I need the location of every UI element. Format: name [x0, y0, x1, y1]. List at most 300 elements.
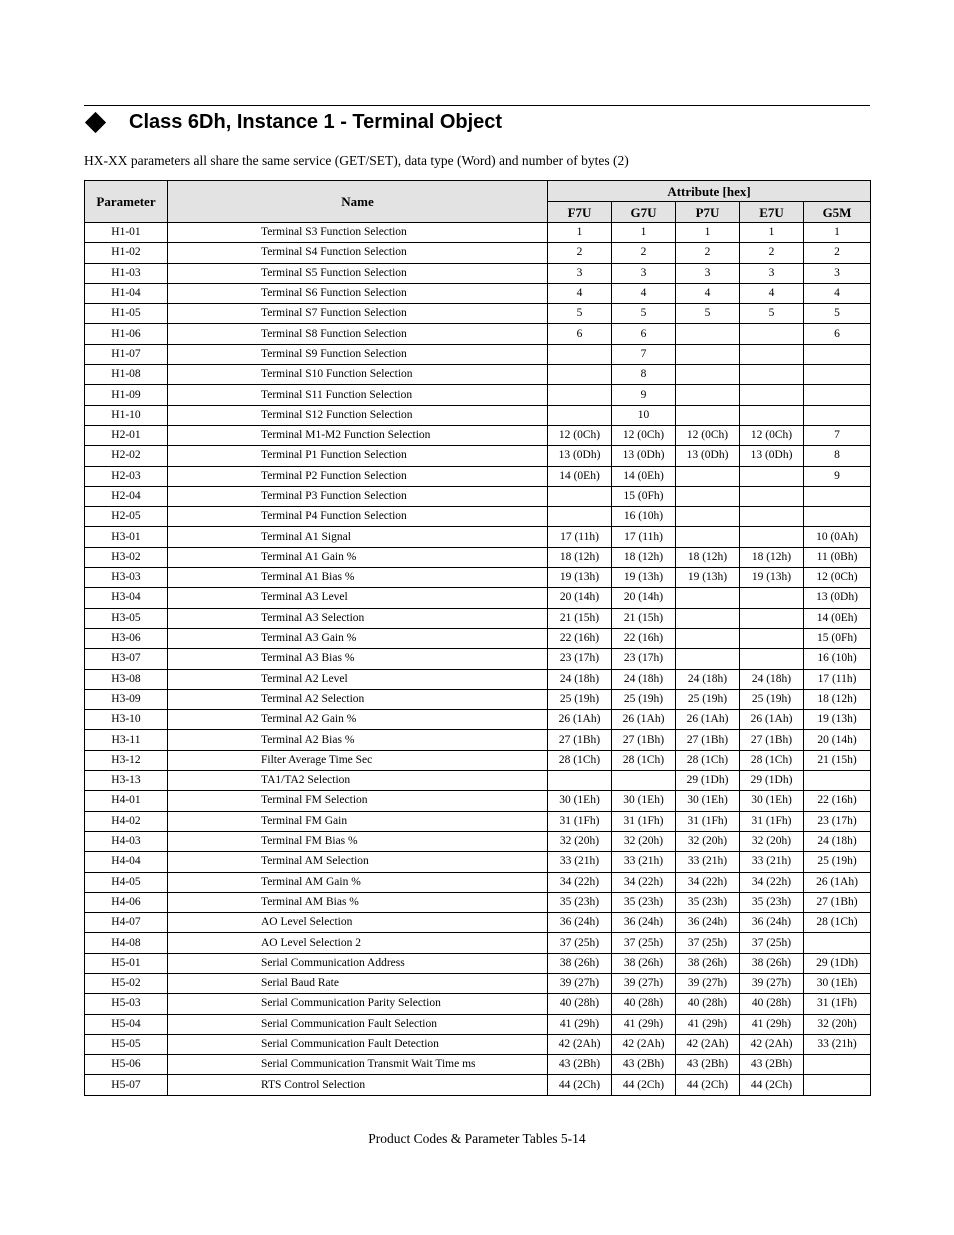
attribute-cell: 24 (18h) [676, 669, 740, 689]
parameter-cell: H1-01 [85, 223, 168, 243]
name-cell: AO Level Selection 2 [168, 933, 548, 953]
attribute-cell: 1 [548, 223, 612, 243]
attribute-cell: 18 (12h) [612, 547, 676, 567]
table-row [85, 405, 871, 425]
attribute-cell [740, 588, 804, 608]
attribute-cell: 22 (16h) [548, 628, 612, 648]
attribute-cell: 26 (1Ah) [804, 872, 871, 892]
table-row [85, 750, 871, 770]
attribute-cell: 29 (1Dh) [740, 771, 804, 791]
attribute-cell: 34 (22h) [676, 872, 740, 892]
attribute-cell: 14 (0Eh) [612, 466, 676, 486]
attribute-cell: 5 [740, 304, 804, 324]
attribute-cell [548, 771, 612, 791]
table-row [85, 365, 871, 385]
parameter-cell: H4-03 [85, 831, 168, 851]
attribute-cell: 28 (1Ch) [548, 750, 612, 770]
attribute-cell: 25 (19h) [612, 689, 676, 709]
attribute-cell: 23 (17h) [804, 811, 871, 831]
table-row [85, 710, 871, 730]
attribute-cell: 12 (0Ch) [548, 425, 612, 445]
table-row [85, 608, 871, 628]
attribute-cell: 38 (26h) [676, 953, 740, 973]
name-cell: Terminal FM Selection [168, 791, 548, 811]
table-row [85, 831, 871, 851]
attribute-cell: 21 (15h) [548, 608, 612, 628]
attribute-cell: 34 (22h) [548, 872, 612, 892]
attribute-cell: 21 (15h) [612, 608, 676, 628]
name-cell: Serial Communication Fault Selection [168, 1014, 548, 1034]
header-g5m: G5M [804, 202, 871, 223]
name-cell: Serial Communication Fault Detection [168, 1034, 548, 1054]
name-cell: Terminal A2 Bias % [168, 730, 548, 750]
attribute-cell: 8 [804, 446, 871, 466]
name-cell: Serial Communication Transmit Wait Time ms [168, 1055, 548, 1075]
attribute-cell: 39 (27h) [612, 973, 676, 993]
attribute-cell: 40 (28h) [612, 994, 676, 1014]
attribute-cell: 32 (20h) [804, 1014, 871, 1034]
attribute-cell: 28 (1Ch) [740, 750, 804, 770]
attribute-cell: 12 (0Ch) [804, 568, 871, 588]
table-row [85, 933, 871, 953]
table-row [85, 811, 871, 831]
table-row [85, 953, 871, 973]
attribute-cell: 18 (12h) [676, 547, 740, 567]
attribute-cell: 39 (27h) [676, 973, 740, 993]
table-row [85, 223, 871, 243]
attribute-cell: 5 [612, 304, 676, 324]
name-cell: AO Level Selection [168, 913, 548, 933]
name-cell: Terminal S4 Function Selection [168, 243, 548, 263]
name-cell: Terminal S12 Function Selection [168, 405, 548, 425]
table-row [85, 466, 871, 486]
table-row [85, 689, 871, 709]
parameter-cell: H3-08 [85, 669, 168, 689]
name-cell: Terminal A2 Selection [168, 689, 548, 709]
attribute-cell: 32 (20h) [676, 831, 740, 851]
attribute-cell: 4 [548, 283, 612, 303]
attribute-cell: 15 (0Fh) [612, 486, 676, 506]
attribute-cell: 44 (2Ch) [548, 1075, 612, 1095]
parameter-cell: H2-02 [85, 446, 168, 466]
attribute-cell: 11 (0Bh) [804, 547, 871, 567]
attribute-cell [740, 486, 804, 506]
attribute-cell: 22 (16h) [612, 628, 676, 648]
attribute-cell: 27 (1Bh) [740, 730, 804, 750]
attribute-cell: 13 (0Dh) [548, 446, 612, 466]
attribute-cell: 27 (1Bh) [612, 730, 676, 750]
attribute-cell: 30 (1Eh) [548, 791, 612, 811]
attribute-cell: 40 (28h) [548, 994, 612, 1014]
attribute-cell: 39 (27h) [548, 973, 612, 993]
attribute-cell: 20 (14h) [612, 588, 676, 608]
parameter-cell: H4-07 [85, 913, 168, 933]
attribute-cell [804, 486, 871, 506]
parameter-cell: H4-01 [85, 791, 168, 811]
parameter-cell: H2-05 [85, 507, 168, 527]
section-heading [84, 108, 502, 136]
attribute-cell: 30 (1Eh) [804, 973, 871, 993]
attribute-cell: 40 (28h) [676, 994, 740, 1014]
parameter-cell: H1-07 [85, 344, 168, 364]
attribute-cell [740, 507, 804, 527]
parameter-cell: H5-02 [85, 973, 168, 993]
attribute-cell: 41 (29h) [740, 1014, 804, 1034]
name-cell: Terminal P4 Function Selection [168, 507, 548, 527]
name-cell: Terminal S10 Function Selection [168, 365, 548, 385]
attribute-cell: 25 (19h) [676, 689, 740, 709]
attribute-cell: 12 (0Ch) [676, 425, 740, 445]
attribute-cell: 36 (24h) [548, 913, 612, 933]
table-row [85, 669, 871, 689]
attribute-cell: 3 [676, 263, 740, 283]
attribute-cell: 44 (2Ch) [740, 1075, 804, 1095]
table-row [85, 973, 871, 993]
attribute-cell: 14 (0Eh) [804, 608, 871, 628]
parameter-cell: H5-07 [85, 1075, 168, 1095]
table-row [85, 872, 871, 892]
attribute-cell [804, 344, 871, 364]
attribute-cell [676, 466, 740, 486]
attribute-cell: 19 (13h) [676, 568, 740, 588]
attribute-cell: 25 (19h) [548, 689, 612, 709]
name-cell: Terminal S5 Function Selection [168, 263, 548, 283]
table-row [85, 324, 871, 344]
attribute-cell: 9 [612, 385, 676, 405]
parameter-cell: H4-04 [85, 852, 168, 872]
attribute-cell [740, 405, 804, 425]
attribute-cell: 30 (1Eh) [676, 791, 740, 811]
page-footer: Product Codes & Parameter Tables 5-14 [368, 1131, 586, 1146]
name-cell: Serial Baud Rate [168, 973, 548, 993]
attribute-cell: 38 (26h) [612, 953, 676, 973]
name-cell: Terminal P3 Function Selection [168, 486, 548, 506]
attribute-cell: 18 (12h) [548, 547, 612, 567]
attribute-cell: 40 (28h) [740, 994, 804, 1014]
attribute-cell: 43 (2Bh) [548, 1055, 612, 1075]
attribute-cell [548, 507, 612, 527]
parameter-cell: H1-10 [85, 405, 168, 425]
attribute-cell: 6 [804, 324, 871, 344]
attribute-cell: 24 (18h) [804, 831, 871, 851]
attribute-cell: 37 (25h) [740, 933, 804, 953]
attribute-cell: 28 (1Ch) [804, 913, 871, 933]
attribute-cell: 42 (2Ah) [612, 1034, 676, 1054]
name-cell: Terminal A3 Selection [168, 608, 548, 628]
attribute-cell: 7 [612, 344, 676, 364]
attribute-cell [804, 933, 871, 953]
attribute-cell: 2 [804, 243, 871, 263]
parameter-cell: H1-08 [85, 365, 168, 385]
attribute-cell: 13 (0Dh) [676, 446, 740, 466]
name-cell: Terminal S6 Function Selection [168, 283, 548, 303]
attribute-cell: 10 (0Ah) [804, 527, 871, 547]
attribute-cell: 32 (20h) [612, 831, 676, 851]
attribute-cell: 33 (21h) [612, 852, 676, 872]
attribute-cell [676, 486, 740, 506]
name-cell: Terminal S11 Function Selection [168, 385, 548, 405]
header-parameter: Parameter [85, 181, 168, 223]
table-row [85, 527, 871, 547]
attribute-cell: 3 [548, 263, 612, 283]
attribute-cell: 31 (1Fh) [804, 994, 871, 1014]
attribute-cell [804, 1075, 871, 1095]
name-cell: Terminal A1 Gain % [168, 547, 548, 567]
parameter-cell: H5-03 [85, 994, 168, 1014]
attribute-cell: 24 (18h) [740, 669, 804, 689]
header-name: Name [168, 181, 548, 223]
parameter-cell: H2-03 [85, 466, 168, 486]
attribute-cell: 5 [676, 304, 740, 324]
table-row [85, 771, 871, 791]
table-row [85, 791, 871, 811]
heading-title: Class 6Dh, Instance 1 - Terminal Object [129, 110, 503, 133]
attribute-cell: 16 (10h) [612, 507, 676, 527]
attribute-cell [548, 405, 612, 425]
table-row [85, 385, 871, 405]
attribute-cell: 7 [804, 425, 871, 445]
attribute-cell: 34 (22h) [740, 872, 804, 892]
header-f7u: F7U [548, 202, 612, 223]
attribute-cell: 32 (20h) [740, 831, 804, 851]
parameter-cell: H5-04 [85, 1014, 168, 1034]
attribute-cell [740, 324, 804, 344]
attribute-cell: 28 (1Ch) [676, 750, 740, 770]
parameter-cell: H3-01 [85, 527, 168, 547]
parameter-cell: H4-02 [85, 811, 168, 831]
parameter-cell: H1-05 [85, 304, 168, 324]
name-cell: Terminal FM Bias % [168, 831, 548, 851]
attribute-cell: 1 [804, 223, 871, 243]
attribute-cell [740, 385, 804, 405]
parameter-cell: H3-05 [85, 608, 168, 628]
table-row [85, 283, 871, 303]
attribute-cell: 19 (13h) [740, 568, 804, 588]
table-row [85, 1075, 871, 1095]
attribute-cell [676, 324, 740, 344]
attribute-cell: 3 [804, 263, 871, 283]
diamond-bullet-icon [85, 111, 106, 132]
attribute-cell: 24 (18h) [548, 669, 612, 689]
name-cell: Terminal P2 Function Selection [168, 466, 548, 486]
attribute-cell: 44 (2Ch) [612, 1075, 676, 1095]
attribute-cell: 1 [676, 223, 740, 243]
name-cell: Terminal A3 Gain % [168, 628, 548, 648]
attribute-cell: 36 (24h) [740, 913, 804, 933]
table-row [85, 243, 871, 263]
parameter-cell: H3-06 [85, 628, 168, 648]
attribute-cell: 15 (0Fh) [804, 628, 871, 648]
table-row [85, 852, 871, 872]
name-cell: Terminal A2 Gain % [168, 710, 548, 730]
parameter-cell: H4-05 [85, 872, 168, 892]
name-cell: Terminal A1 Signal [168, 527, 548, 547]
attribute-cell: 26 (1Ah) [676, 710, 740, 730]
attribute-cell [804, 405, 871, 425]
table-row [85, 1034, 871, 1054]
attribute-cell: 41 (29h) [548, 1014, 612, 1034]
table-row [85, 486, 871, 506]
parameter-cell: H4-08 [85, 933, 168, 953]
parameter-cell: H3-10 [85, 710, 168, 730]
parameter-cell: H3-04 [85, 588, 168, 608]
name-cell: Filter Average Time Sec [168, 750, 548, 770]
attribute-cell [740, 466, 804, 486]
attribute-cell: 27 (1Bh) [548, 730, 612, 750]
attribute-cell: 41 (29h) [676, 1014, 740, 1034]
name-cell: Terminal A3 Level [168, 588, 548, 608]
parameter-cell: H3-07 [85, 649, 168, 669]
attribute-cell: 13 (0Dh) [612, 446, 676, 466]
header-attribute: Attribute [hex] [548, 181, 871, 202]
attribute-cell: 20 (14h) [548, 588, 612, 608]
attribute-cell: 18 (12h) [740, 547, 804, 567]
name-cell: Terminal S3 Function Selection [168, 223, 548, 243]
parameter-cell: H3-12 [85, 750, 168, 770]
attribute-cell [676, 649, 740, 669]
name-cell: RTS Control Selection [168, 1075, 548, 1095]
attribute-cell: 2 [612, 243, 676, 263]
attribute-cell: 3 [612, 263, 676, 283]
table-row [85, 446, 871, 466]
attribute-cell [740, 608, 804, 628]
table-row [85, 263, 871, 283]
parameter-cell: H3-09 [85, 689, 168, 709]
attribute-cell: 29 (1Dh) [676, 771, 740, 791]
attribute-cell: 33 (21h) [676, 852, 740, 872]
attribute-cell: 2 [548, 243, 612, 263]
attribute-cell: 24 (18h) [612, 669, 676, 689]
attribute-cell [804, 1055, 871, 1075]
attribute-cell: 26 (1Ah) [740, 710, 804, 730]
attribute-cell [804, 385, 871, 405]
attribute-cell: 25 (19h) [740, 689, 804, 709]
attribute-cell: 22 (16h) [804, 791, 871, 811]
attribute-cell [676, 385, 740, 405]
parameter-cell: H5-06 [85, 1055, 168, 1075]
table-row [85, 547, 871, 567]
intro-text: HX-XX parameters all share the same service (GET/SET), data type (Word) and number of bytes (2) [84, 153, 629, 168]
table-row [85, 730, 871, 750]
attribute-cell: 4 [740, 283, 804, 303]
attribute-cell: 18 (12h) [804, 689, 871, 709]
name-cell: Terminal FM Gain [168, 811, 548, 831]
parameter-cell: H1-02 [85, 243, 168, 263]
table-row [85, 892, 871, 912]
name-cell: Terminal S7 Function Selection [168, 304, 548, 324]
attribute-cell: 39 (27h) [740, 973, 804, 993]
attribute-cell: 4 [804, 283, 871, 303]
parameter-cell: H2-01 [85, 425, 168, 445]
attribute-cell: 16 (10h) [804, 649, 871, 669]
attribute-cell: 37 (25h) [676, 933, 740, 953]
table-row [85, 649, 871, 669]
attribute-cell: 28 (1Ch) [612, 750, 676, 770]
attribute-cell [548, 365, 612, 385]
name-cell: Terminal AM Gain % [168, 872, 548, 892]
attribute-cell: 30 (1Eh) [612, 791, 676, 811]
attribute-cell: 42 (2Ah) [548, 1034, 612, 1054]
parameter-cell: H3-11 [85, 730, 168, 750]
attribute-cell: 31 (1Fh) [676, 811, 740, 831]
parameter-cell: H1-03 [85, 263, 168, 283]
name-cell: Terminal S8 Function Selection [168, 324, 548, 344]
table-row [85, 568, 871, 588]
attribute-cell [548, 344, 612, 364]
attribute-cell: 8 [612, 365, 676, 385]
name-cell: TA1/TA2 Selection [168, 771, 548, 791]
name-cell: Terminal AM Bias % [168, 892, 548, 912]
attribute-cell: 14 (0Eh) [548, 466, 612, 486]
parameter-cell: H1-06 [85, 324, 168, 344]
name-cell: Terminal P1 Function Selection [168, 446, 548, 466]
attribute-cell [676, 527, 740, 547]
attribute-cell: 13 (0Dh) [740, 446, 804, 466]
attribute-cell: 34 (22h) [612, 872, 676, 892]
attribute-cell: 17 (11h) [804, 669, 871, 689]
attribute-cell: 42 (2Ah) [740, 1034, 804, 1054]
attribute-cell: 1 [612, 223, 676, 243]
attribute-cell: 43 (2Bh) [676, 1055, 740, 1075]
table-row [85, 588, 871, 608]
attribute-cell: 19 (13h) [612, 568, 676, 588]
parameter-cell: H4-06 [85, 892, 168, 912]
attribute-cell [804, 771, 871, 791]
attribute-cell [612, 771, 676, 791]
attribute-cell: 33 (21h) [740, 852, 804, 872]
name-cell: Serial Communication Parity Selection [168, 994, 548, 1014]
attribute-cell: 31 (1Fh) [740, 811, 804, 831]
table-row [85, 628, 871, 648]
attribute-cell: 35 (23h) [676, 892, 740, 912]
header-g7u: G7U [612, 202, 676, 223]
attribute-cell: 42 (2Ah) [676, 1034, 740, 1054]
attribute-cell: 35 (23h) [740, 892, 804, 912]
attribute-cell [740, 527, 804, 547]
attribute-cell: 17 (11h) [612, 527, 676, 547]
attribute-cell: 35 (23h) [548, 892, 612, 912]
attribute-cell [676, 365, 740, 385]
attribute-cell: 31 (1Fh) [612, 811, 676, 831]
attribute-cell [804, 507, 871, 527]
attribute-cell [548, 486, 612, 506]
attribute-cell [676, 628, 740, 648]
attribute-cell: 30 (1Eh) [740, 791, 804, 811]
attribute-cell: 6 [548, 324, 612, 344]
attribute-cell: 19 (13h) [548, 568, 612, 588]
attribute-cell: 35 (23h) [612, 892, 676, 912]
attribute-cell: 2 [676, 243, 740, 263]
attribute-cell: 27 (1Bh) [804, 892, 871, 912]
attribute-cell [676, 588, 740, 608]
table-row [85, 1055, 871, 1075]
attribute-cell: 37 (25h) [548, 933, 612, 953]
attribute-cell: 6 [612, 324, 676, 344]
table-row [85, 304, 871, 324]
attribute-cell [676, 405, 740, 425]
attribute-cell: 23 (17h) [612, 649, 676, 669]
terminal-object-table [84, 180, 871, 1096]
attribute-cell: 17 (11h) [548, 527, 612, 547]
attribute-cell: 41 (29h) [612, 1014, 676, 1034]
table-row [85, 913, 871, 933]
attribute-cell: 9 [804, 466, 871, 486]
attribute-cell: 12 (0Ch) [612, 425, 676, 445]
attribute-cell [740, 649, 804, 669]
header-e7u: E7U [740, 202, 804, 223]
parameter-cell: H2-04 [85, 486, 168, 506]
table-body [85, 223, 871, 1096]
